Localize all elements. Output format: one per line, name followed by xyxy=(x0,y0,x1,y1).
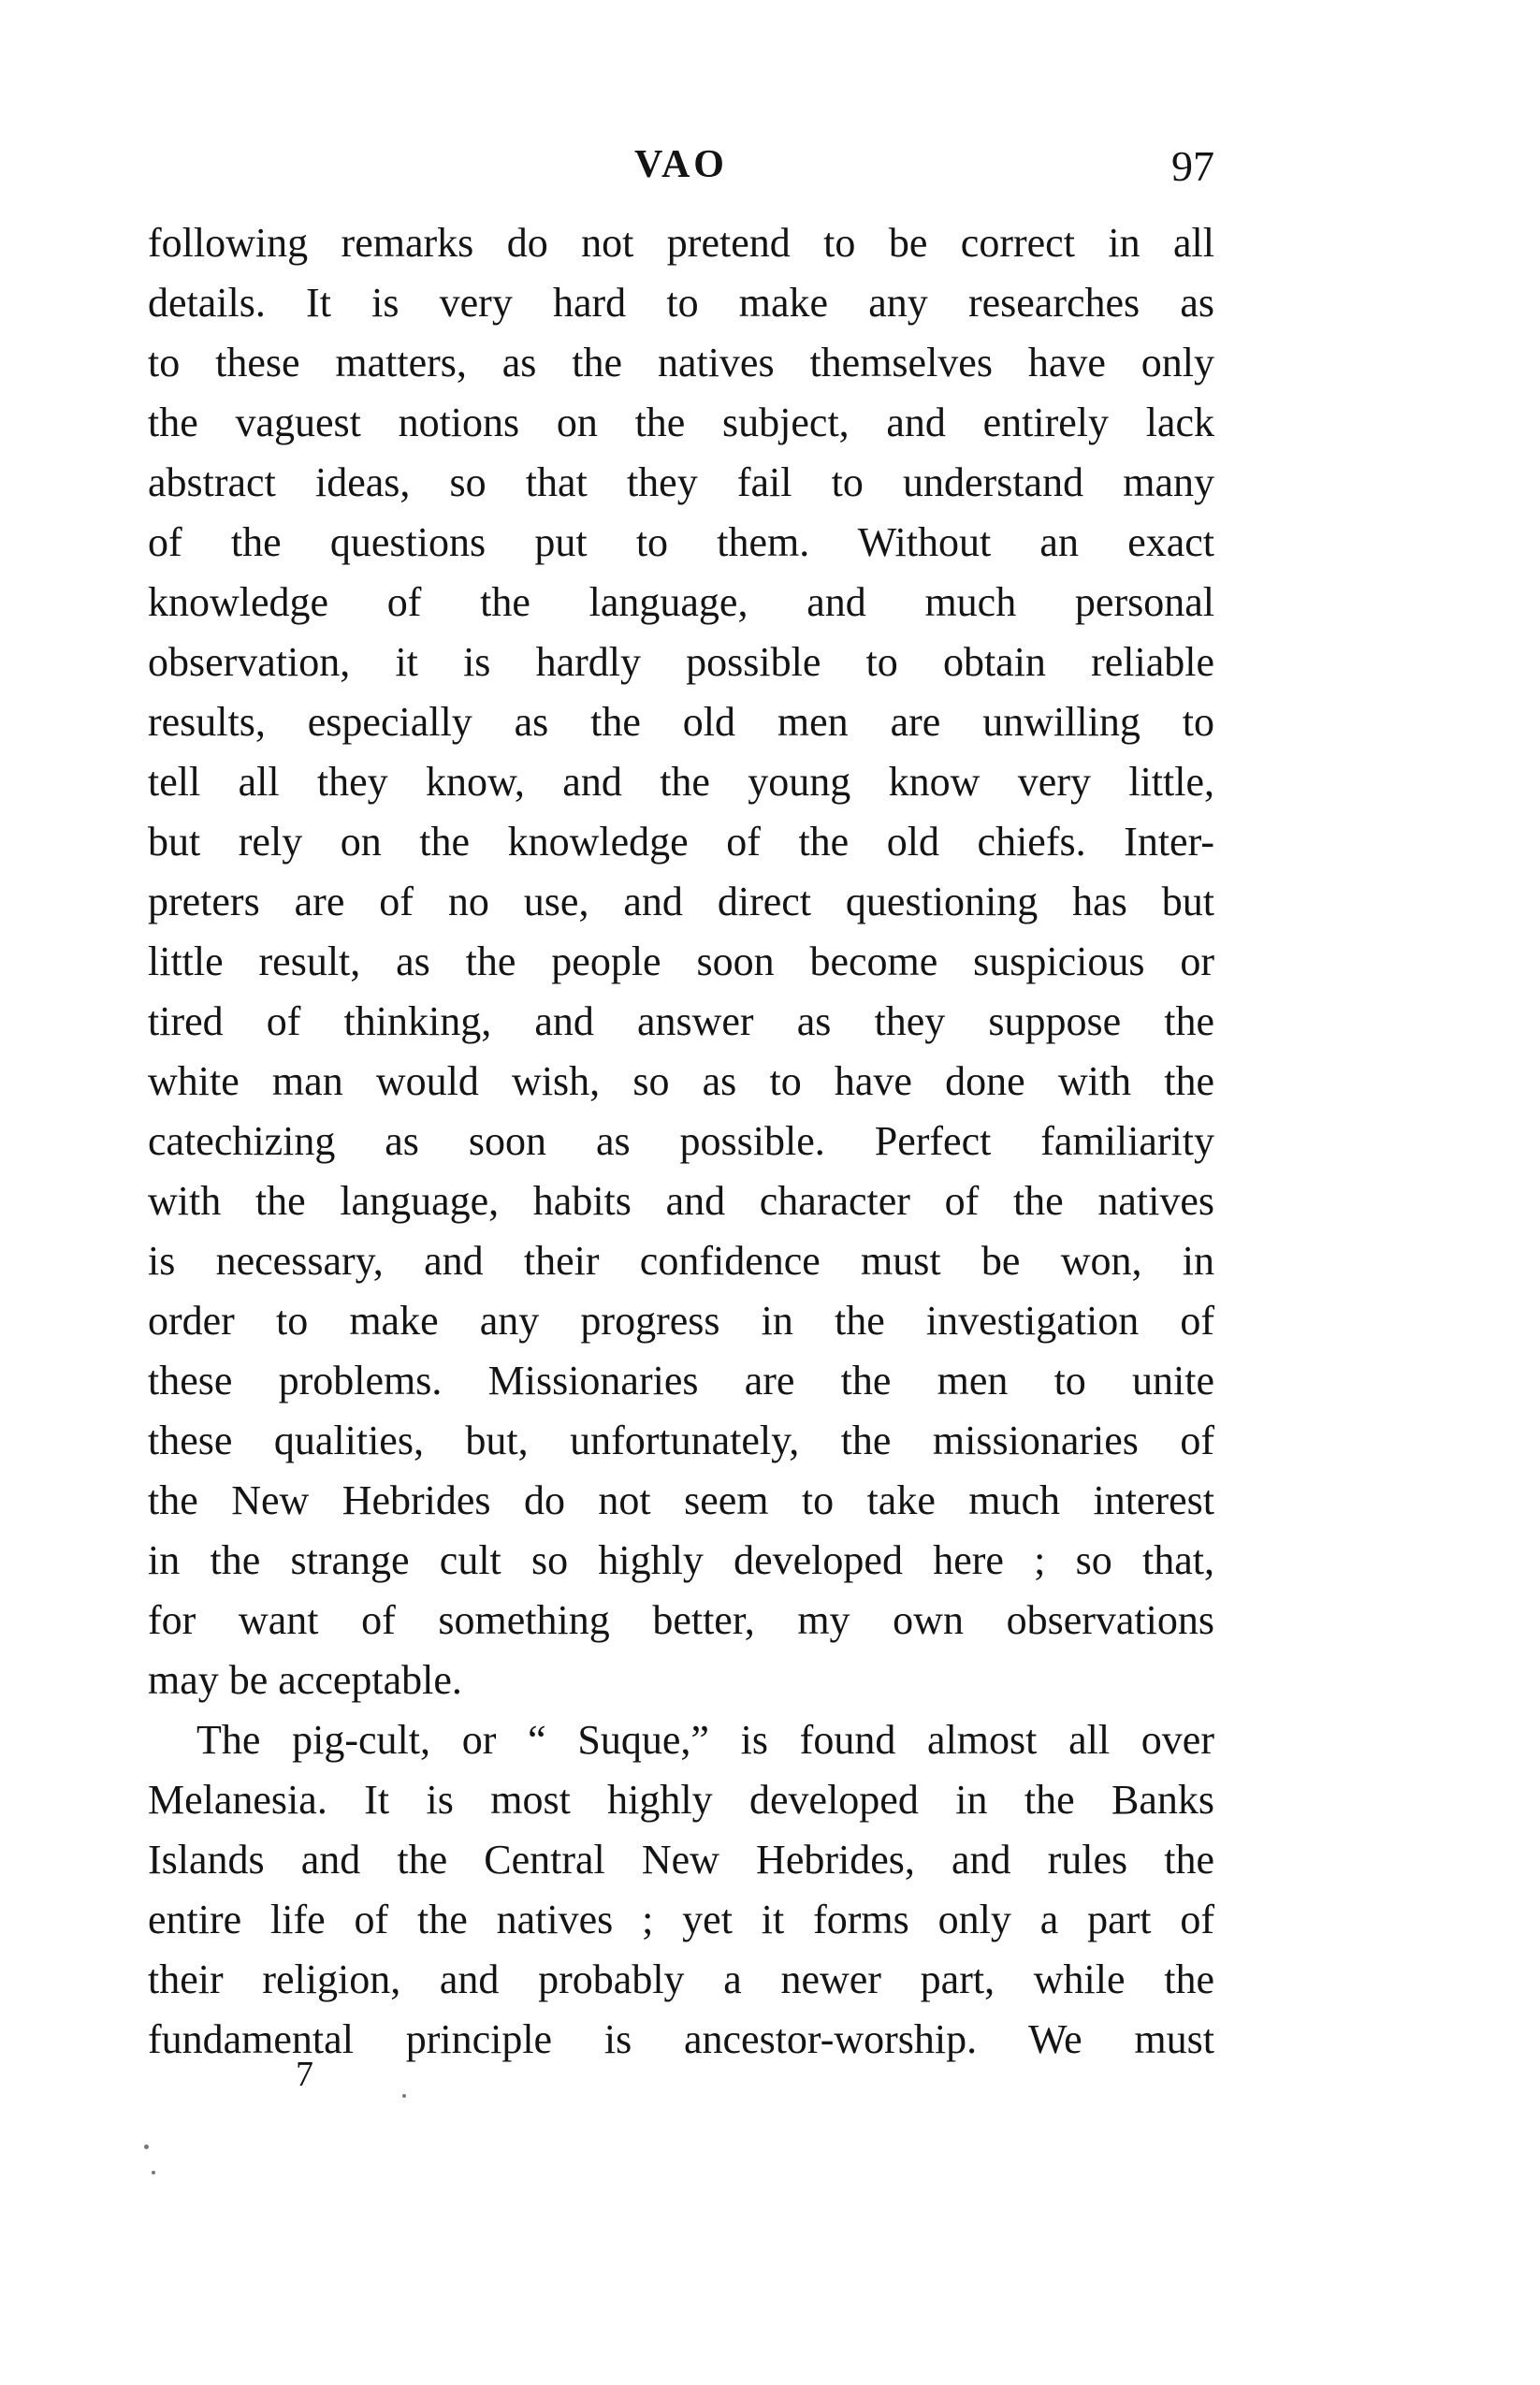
text-line: catechizing as soon as possible. Perfect familiarity xyxy=(148,1118,1214,1164)
text-line: may be acceptable. xyxy=(148,1657,462,1703)
text-line: these qualities, but, unfortunately, the missionaries of xyxy=(148,1418,1214,1463)
text-line: knowledge of the language, and much personal xyxy=(148,579,1214,625)
scan-speck xyxy=(144,2145,149,2149)
text-line: white man would wish, so as to have done with the xyxy=(148,1058,1214,1104)
body-text xyxy=(148,213,1214,2070)
text-line: but rely on the knowledge of the old chiefs. Inter- xyxy=(148,819,1214,865)
page-header xyxy=(148,137,1214,202)
running-title: VAO xyxy=(634,143,728,186)
page-number: 97 xyxy=(1171,142,1214,190)
text-line: the vaguest notions on the subject, and entirely lack xyxy=(148,400,1214,445)
text-line: preters are of no use, and direct questioning has but xyxy=(148,879,1214,924)
text-line: in the strange cult so highly developed here ; so that, xyxy=(148,1537,1214,1583)
text-line: is necessary, and their confidence must be won, in xyxy=(148,1238,1214,1284)
text-line: to these matters, as the natives themselves have only xyxy=(148,340,1214,385)
text-line: Islands and the Central New Hebrides, and rules the xyxy=(148,1837,1214,1883)
text-line: of the questions put to them. Without an exact xyxy=(148,519,1214,565)
text-line: observation, it is hardly possible to obtain reliable xyxy=(148,639,1214,685)
text-line: order to make any progress in the investigation of xyxy=(148,1298,1214,1344)
text-line: abstract ideas, so that they fail to understand many xyxy=(148,459,1214,505)
text-line: fundamental principle is ancestor-worship. We must xyxy=(148,2016,1214,2062)
text-line: for want of something better, my own observations xyxy=(148,1597,1214,1643)
text-line: following remarks do not pretend to be correct in all xyxy=(148,220,1214,266)
text-line: details. It is very hard to make any researches as xyxy=(148,280,1214,326)
signature-mark: 7 xyxy=(296,2055,313,2094)
text-line: little result, as the people soon become suspicious or xyxy=(148,938,1214,984)
text-line: tired of thinking, and answer as they suppose the xyxy=(148,998,1214,1044)
scan-speck xyxy=(402,2094,406,2098)
text-line: entire life of the natives ; yet it forms only a part of xyxy=(148,1897,1214,1942)
text-line: The pig-cult, or “ Suque,” is found almost all over xyxy=(196,1717,1214,1763)
text-line: tell all they know, and the young know very little, xyxy=(148,759,1214,805)
scan-speck xyxy=(152,2171,155,2174)
text-line: the New Hebrides do not seem to take much interest xyxy=(148,1477,1214,1523)
text-line: results, especially as the old men are unwilling to xyxy=(148,699,1214,745)
text-line: with the language, habits and character of the natives xyxy=(148,1178,1214,1224)
text-line: Melanesia. It is most highly developed in the Banks xyxy=(148,1777,1214,1823)
text-line: their religion, and probably a newer part, while the xyxy=(148,1956,1214,2002)
text-line: these problems. Missionaries are the men to unite xyxy=(148,1358,1214,1403)
